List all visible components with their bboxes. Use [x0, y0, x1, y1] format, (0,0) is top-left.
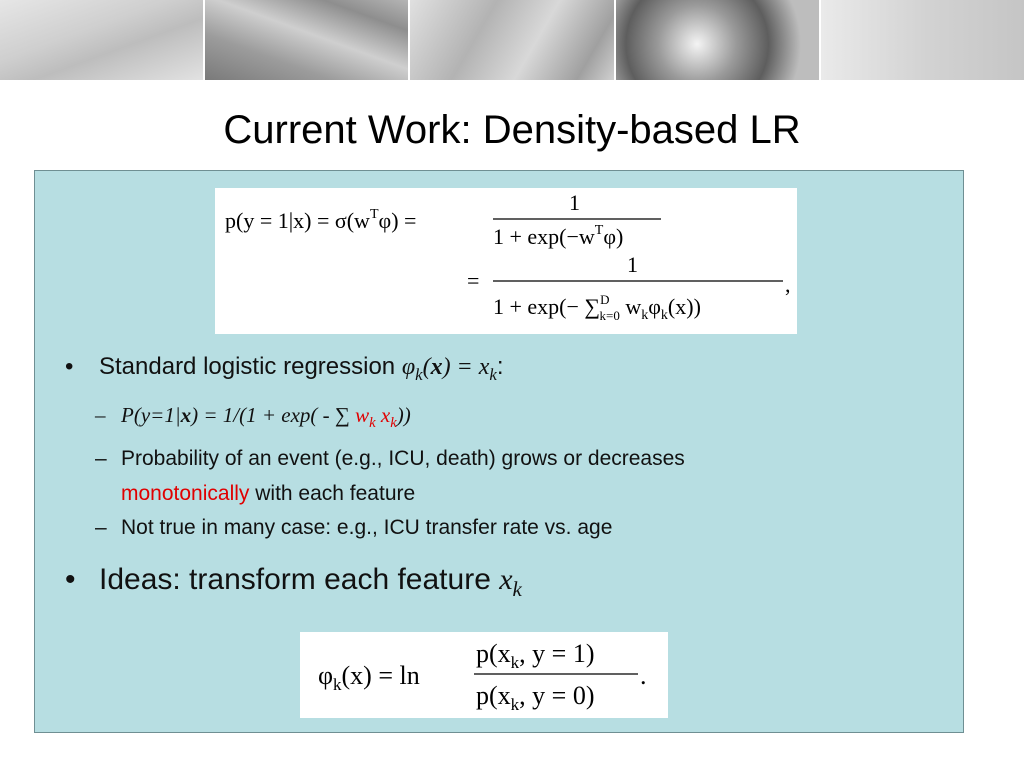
- slide-title: Current Work: Density-based LR: [223, 108, 801, 152]
- formula-w-sub: k: [369, 415, 376, 432]
- formula-x: x: [180, 403, 192, 427]
- content-panel: [34, 170, 964, 733]
- subscript-k-2: k: [489, 364, 497, 384]
- eq2-numerator: $p(x_k$, y = 1): [476, 639, 595, 672]
- x-bold: x: [430, 354, 443, 380]
- formula-w: w: [355, 403, 370, 427]
- banner-image-skeleton: [410, 0, 615, 80]
- banner-image-lab-glassware: [0, 0, 205, 80]
- equation-transform: [300, 632, 668, 718]
- sub-bullet-monotonic: [95, 441, 881, 511]
- equation-transform-box: [300, 632, 668, 718]
- banner-image-flask: [821, 0, 1024, 80]
- header-image-banner: [0, 0, 1024, 80]
- paren-open: (: [422, 354, 431, 380]
- ideas-k: k: [512, 577, 522, 601]
- eq1-denominator-1: $1 + \exp(-w^T\varphi)$: [493, 223, 624, 249]
- eq1-numerator-1: 1: [569, 190, 580, 215]
- eq1-equals-2: =: [467, 268, 480, 293]
- eq1-lhs: $p(y = 1|x) = \sigma(w^T\varphi)$ =: [225, 207, 417, 233]
- dash: –: [95, 516, 107, 539]
- bullet-standard-lr: [65, 353, 504, 385]
- bullet-dot: •: [65, 353, 74, 380]
- dash: –: [95, 447, 107, 470]
- phi-symbol: φ: [401, 354, 416, 380]
- formula-x-sub: k: [390, 415, 397, 432]
- equals-xk: ) = x: [442, 354, 490, 380]
- banner-image-dna: [616, 0, 821, 80]
- eq1-denominator-2: 1 + exp(− ∑$^D$ k=0 $w_k\varphi_k(x)$): [493, 292, 701, 323]
- bullet-dot: •: [65, 563, 76, 596]
- monotonic-text-2: with each feature: [249, 482, 416, 505]
- formula-x2: x: [375, 403, 391, 427]
- eq2-denominator: $p(x_k$, y = 0): [476, 681, 595, 714]
- not-true-text: Not true in many case: e.g., ICU transfer rate vs. age: [121, 516, 613, 539]
- sub-bullet-not-true: [95, 516, 613, 540]
- eq2-period: .: [640, 661, 647, 690]
- eq1-comma: ,: [785, 272, 791, 297]
- formula-lhs: P(y=1|: [121, 403, 181, 427]
- bullet-standard-lr-text: Standard logistic regression: [99, 353, 402, 380]
- ideas-text: Ideas: transform each feature: [99, 563, 500, 596]
- ideas-x: x: [499, 563, 513, 596]
- eq1-numerator-2: 1: [627, 252, 638, 277]
- colon: :: [496, 353, 504, 380]
- banner-image-microscope: [205, 0, 410, 80]
- formula-mid: ) = 1/(1 + exp( - ∑: [191, 403, 356, 427]
- dash: –: [95, 403, 106, 427]
- subscript-k: k: [415, 364, 423, 384]
- monotonically-highlight: monotonically: [121, 482, 250, 505]
- sub-bullet-formula: [95, 403, 411, 432]
- eq2-lhs: $\varphi_k(x) = \ln$: [318, 661, 420, 694]
- formula-end: )): [396, 403, 411, 427]
- monotonic-text-1: Probability of an event (e.g., ICU, death) grows or decreases: [121, 447, 685, 470]
- bullet-ideas: [65, 563, 522, 602]
